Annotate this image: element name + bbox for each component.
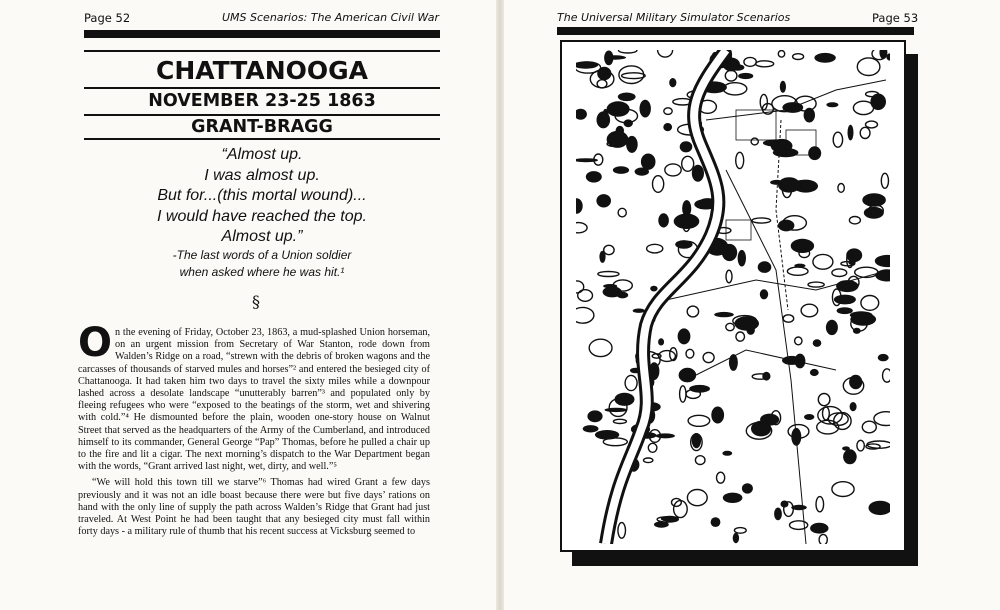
quote-line: “Almost up. bbox=[221, 146, 303, 163]
title-rule-top bbox=[84, 50, 440, 52]
left-running-title: UMS Scenarios: The American Civil War bbox=[222, 11, 439, 24]
section-mark: § bbox=[252, 292, 260, 311]
title-rule-2 bbox=[84, 114, 440, 116]
battle-map-icon bbox=[576, 50, 890, 544]
right-running-title: The Universal Military Simulator Scenarios bbox=[557, 11, 791, 24]
drop-cap: O bbox=[78, 320, 113, 366]
left-page-number: Page 52 bbox=[84, 11, 131, 25]
paragraph-2: “We will hold this town till we starve”⁶ Thomas had wired Grant a few days previously and it was not an idle boast because there were but five days’ rations on hand with the only line of supply the path across Walden’s Ridge that Grant had just traveled. At West Point he had been taught that any besieged city must fall within forty days - a military rule of thumb that his recent success at Vicksburg seemed to bbox=[78, 477, 430, 538]
header-bar bbox=[84, 30, 440, 38]
paragraph-1 bbox=[78, 320, 430, 473]
paragraph-1-text: n the evening of Friday, October 23, 1863, a mud-splashed Union horseman, on an urgent mission from Secretary of War Stanton, rode down from Walden’s Ridge on a road, “strewn with the debris of broken wagons and the carcasses of thousands of starved mules and horses”² and entered the besieged city of Chattanooga. It had taken him two days to travel the sixty miles while a downpour lashed across a desolate landscape “unutterably barren”³ and populated only by fleeing refugees who were “exposed to the beatings of the storm, wet and shivering with cold.”⁴ He dismounted before the plain, wooden one-story house on Walnut Street that served as the headquarters of the Army of the Cumberland, and introduced himself to its commander, General George “Pap” Thomas, before he pulled a chair up to the fire and lit a cigar. The next morning’s dispatch to the War Department began with the words, “Grant arrived last night, wet, dirty, and well.”⁵ bbox=[78, 327, 430, 473]
quote-line: But for...(this mortal wound)... bbox=[157, 187, 367, 204]
map-frame bbox=[560, 40, 906, 552]
epigraph-attribution bbox=[84, 247, 440, 281]
attribution-line: -The last words of a Union soldier bbox=[172, 248, 352, 262]
body-text bbox=[78, 320, 430, 538]
scenario-commanders: GRANT-BRAGG bbox=[191, 117, 333, 137]
book-gutter bbox=[496, 0, 504, 610]
quote-line: I would have reached the top. bbox=[157, 207, 367, 225]
scenario-title: CHATTANOOGA bbox=[155, 56, 369, 85]
epigraph-quote bbox=[84, 145, 440, 248]
quote-line: I was almost up. bbox=[204, 166, 320, 184]
scenario-date: NOVEMBER 23-25 1863 bbox=[148, 91, 376, 111]
header-bar bbox=[557, 27, 914, 35]
title-rule-1 bbox=[84, 87, 440, 89]
right-page-number: Page 53 bbox=[872, 11, 919, 25]
title-rule-bottom bbox=[84, 138, 440, 140]
attribution-line: when asked where he was hit.¹ bbox=[179, 265, 345, 279]
quote-line: Almost up.” bbox=[221, 228, 303, 245]
